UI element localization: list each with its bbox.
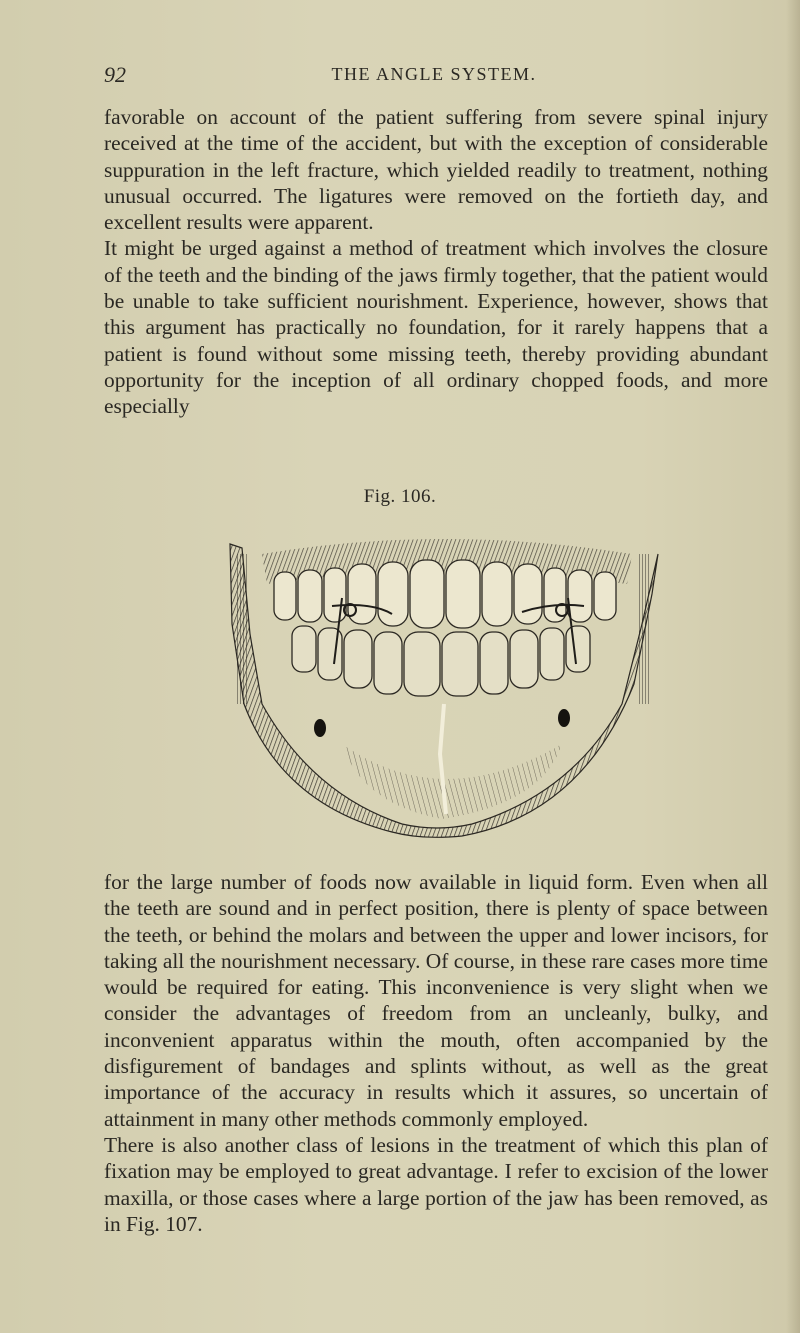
page-number: 92 xyxy=(104,62,126,87)
right-foramen xyxy=(558,709,570,727)
paragraph-lesions: There is also another class of lesions in the treatment of which this plan of fixation may be employed to great advantage. I refer to excision of the lower maxilla, or those cases where a large portion of the jaw has been removed, as in Fig. 107. xyxy=(104,1132,768,1236)
page-edge-shadow xyxy=(786,0,800,1333)
body-text-bottom xyxy=(104,869,768,1237)
figure-caption: Fig. 106. xyxy=(363,486,437,507)
running-title: THE ANGLE SYSTEM. xyxy=(331,64,537,84)
paragraph-liquid-foods: for the large number of foods now available in liquid form. Even when all the teeth are sound and in perfect position, there is plenty of space between the teeth, or behind the molars and between the upper and lower incisors, for taking all the nourishment necessary. Of course, in these rare cases more time would be required for eating. This inconvenience is very slight when we consider the advantages of freedom from an uncleanly, bulky, and inconvenient apparatus within the mouth, often accompanied by the disfigurement of bandages and splints without, as well as the great importance of the accuracy in results which it assures, so uncertain of attainment in many other methods commonly employed. xyxy=(104,870,768,1131)
body-text-top xyxy=(104,104,768,420)
jaw-engraving xyxy=(222,514,664,840)
figure-jaw-illustration xyxy=(222,514,664,840)
paragraph-continued: favorable on account of the patient suffering from severe spinal injury received at the time of the accident, but with the exception of considerable suppuration in the left fracture, which yielded readily to treatment, nothing unusual occurred. The ligatures were removed on the fortieth day, and excellent results were apparent. xyxy=(104,105,768,235)
left-foramen xyxy=(314,719,326,737)
running-header xyxy=(104,62,764,92)
paragraph-objection: It might be urged against a method of treatment which involves the closure of the teeth and the binding of the jaws firmly together, that the patient would be unable to take sufficient nourishment. Experience, however, shows that this argument has practically no foundation, for it rarely happens that a patient is found without some missing teeth, thereby providing abundant opportunity for the inception of all ordinary chopped foods, and more especially xyxy=(104,236,768,419)
